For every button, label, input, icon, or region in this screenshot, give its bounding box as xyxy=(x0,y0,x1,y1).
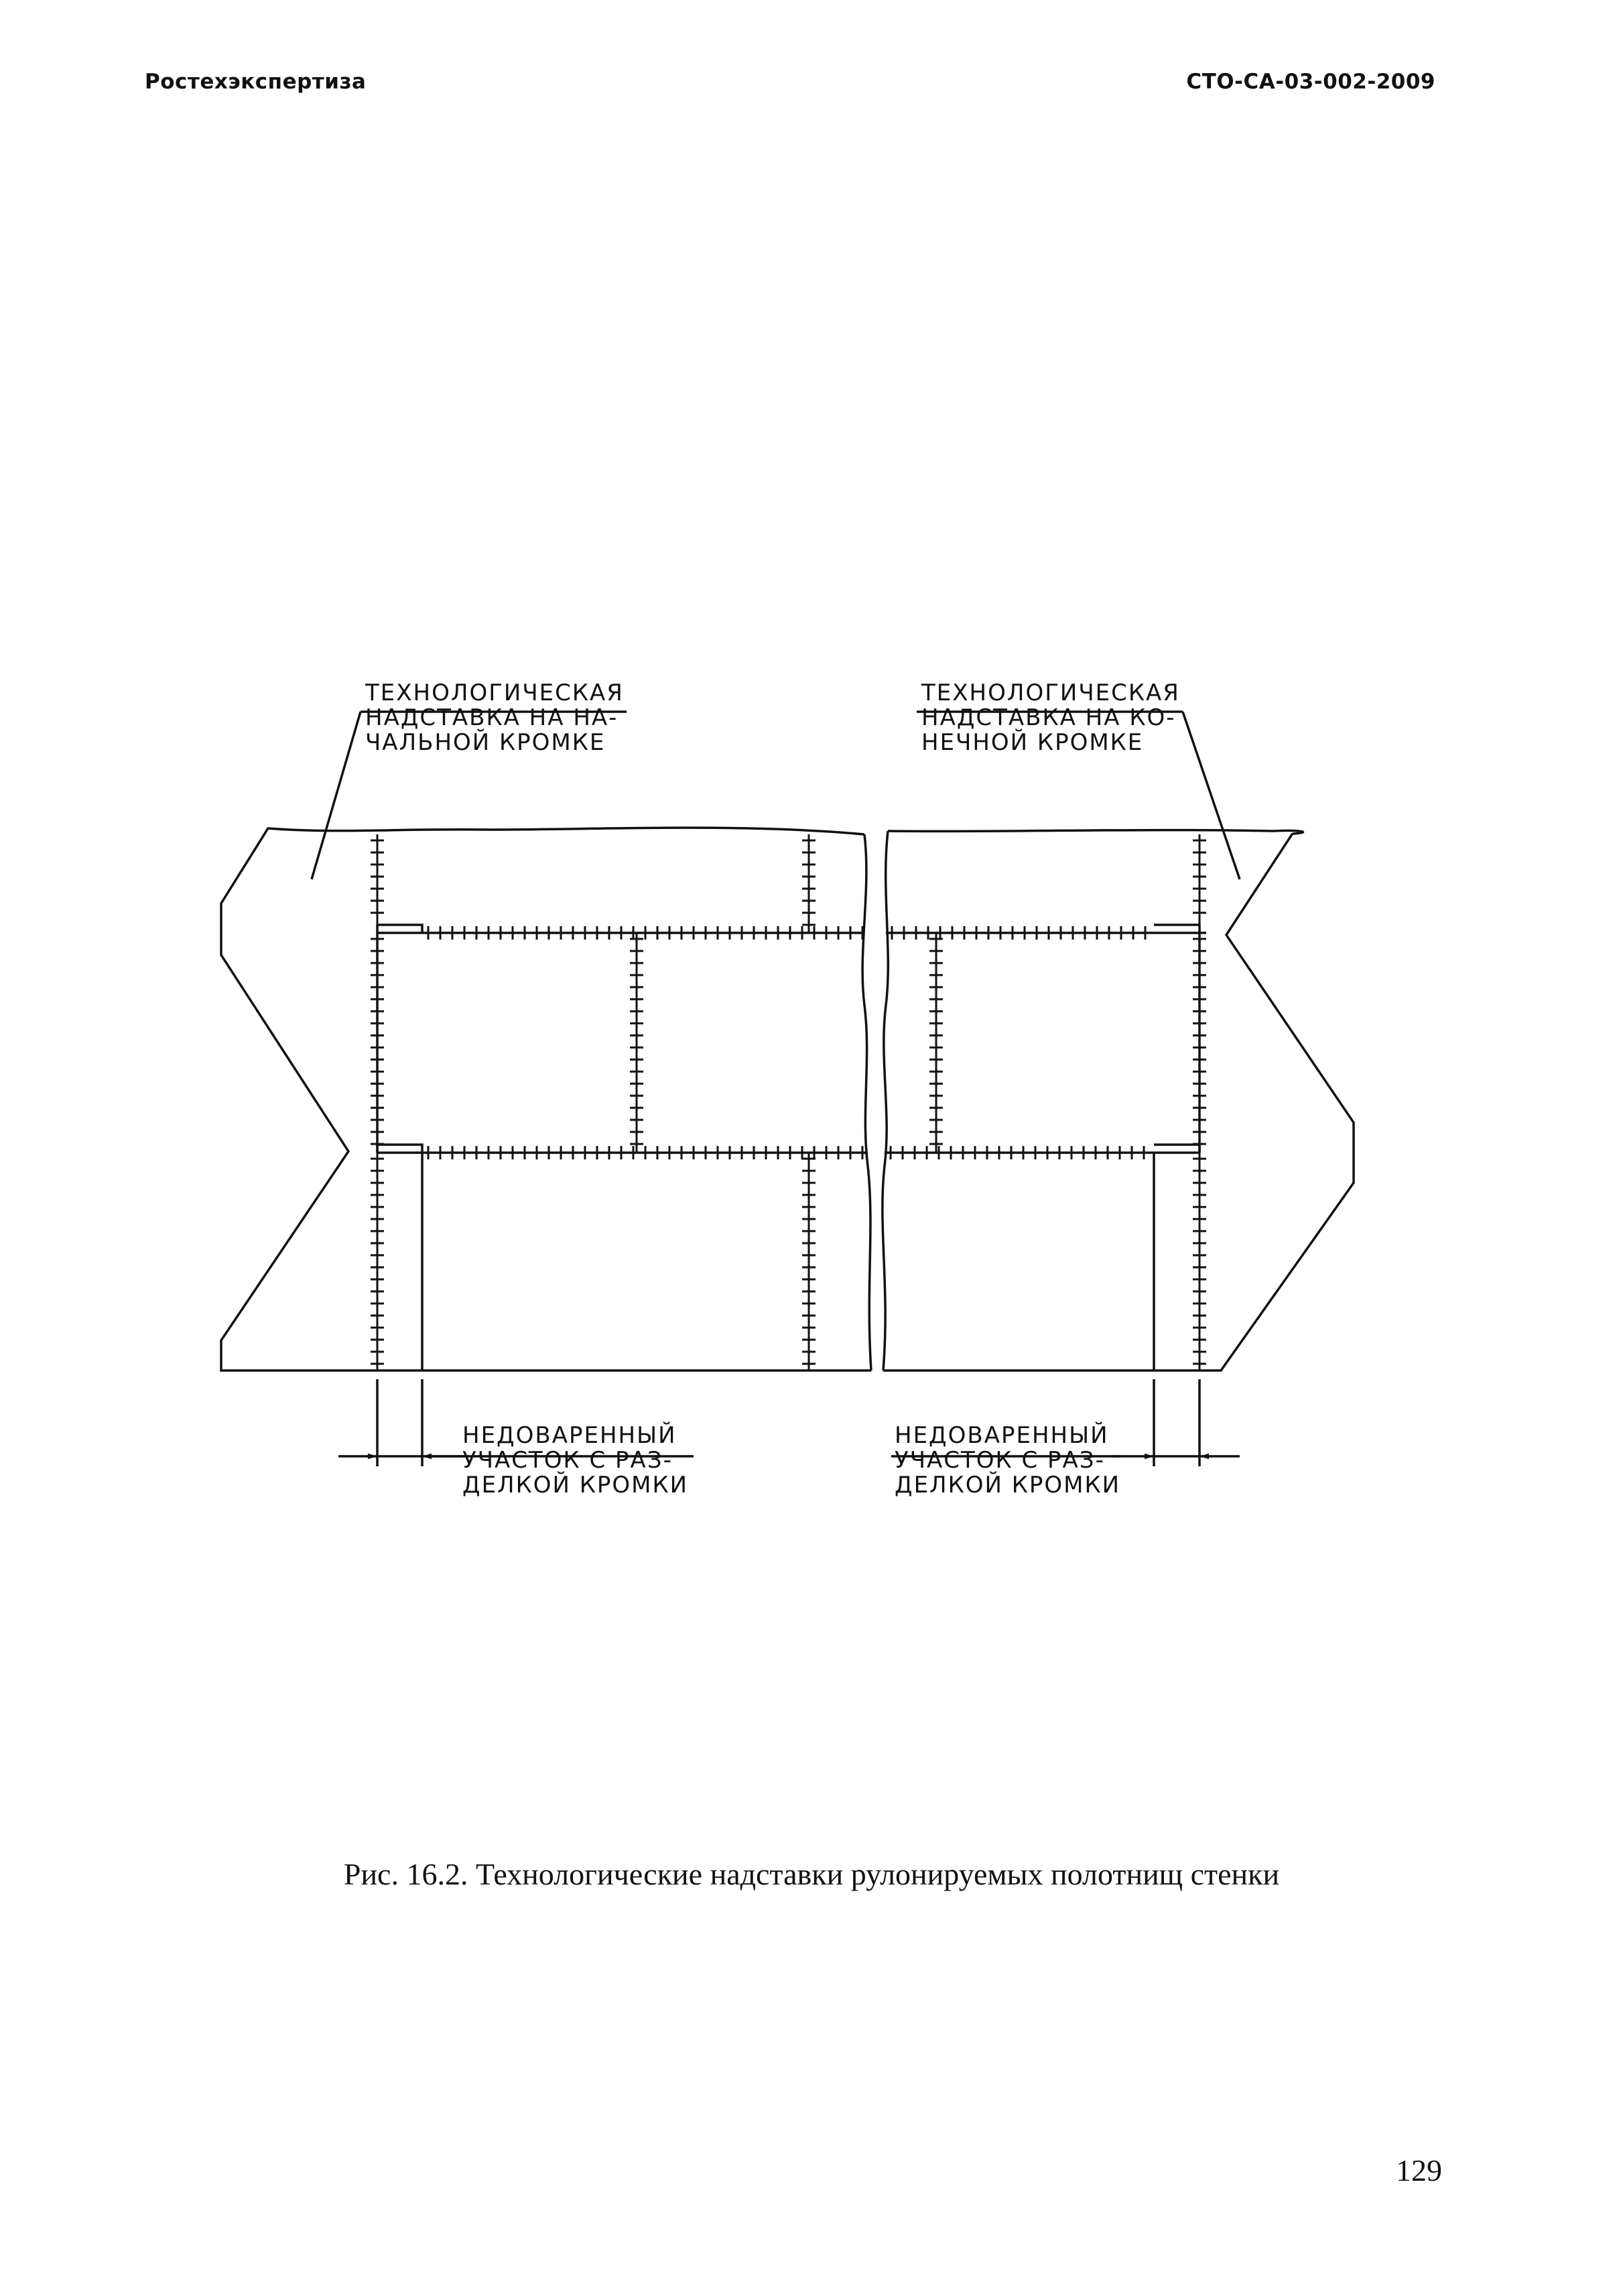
weld-seam-top-right-vertical xyxy=(802,834,816,933)
figure-caption: Рис. 16.2. Технологические надставки рулонируемых полотнищ стенки xyxy=(343,1857,1280,1891)
weld-seam-right-top xyxy=(1193,834,1206,925)
header-org: Ростехэкспертиза xyxy=(145,70,367,94)
unwelded-left-line-3: ДЕЛКОЙ КРОМКИ xyxy=(462,1472,689,1498)
weld-seams xyxy=(371,834,1206,1370)
unwelded-right-line-1: НЕДОВАРЕННЫЙ xyxy=(895,1422,1109,1449)
weld-seam-right-bottom xyxy=(1193,1153,1206,1370)
construction-lines xyxy=(312,712,1240,1466)
weld-seam-bottom-vertical xyxy=(802,1153,816,1370)
page-number: 129 xyxy=(1396,2153,1442,2187)
weld-seam-left-top xyxy=(371,834,384,925)
right-sheet-outline xyxy=(883,830,1354,1370)
header-doc-code: СТО-СА-03-002-2009 xyxy=(1186,70,1435,94)
unwelded-left-line-2: УЧАСТОК С РАЗ- xyxy=(462,1447,673,1474)
left-break-line xyxy=(862,834,871,1370)
unwelded-left-line-1: НЕДОВАРЕННЫЙ xyxy=(462,1422,677,1449)
start-tab-line-1: ТЕХНОЛОГИЧЕСКАЯ xyxy=(365,680,624,706)
start-tab-line-3: ЧАЛЬНОЙ КРОМКЕ xyxy=(365,729,606,756)
end-tab-line-1: ТЕХНОЛОГИЧЕСКАЯ xyxy=(921,680,1180,706)
end-tab-label xyxy=(921,681,1180,755)
start-tab-label xyxy=(365,681,624,755)
end-tab-line-3: НЕЧНОЙ КРОМКЕ xyxy=(921,729,1144,756)
unwelded-right-label xyxy=(895,1423,1120,1498)
start-tab-line-2: НАДСТАВКА НА НА- xyxy=(365,704,619,731)
unwelded-left-label xyxy=(462,1423,688,1498)
weld-seam-middle-vertical xyxy=(630,933,643,1153)
left-sheet-outline xyxy=(221,828,871,1370)
unwelded-right-line-2: УЧАСТОК С РАЗ- xyxy=(895,1447,1105,1474)
weld-seam-left-bottom xyxy=(371,1153,384,1370)
end-tab-line-2: НАДСТАВКА НА КО- xyxy=(921,704,1176,731)
weld-seam-right-middle-vertical xyxy=(929,933,943,1153)
unwelded-right-line-3: ДЕЛКОЙ КРОМКИ xyxy=(895,1472,1121,1498)
right-break-line xyxy=(883,831,888,1370)
